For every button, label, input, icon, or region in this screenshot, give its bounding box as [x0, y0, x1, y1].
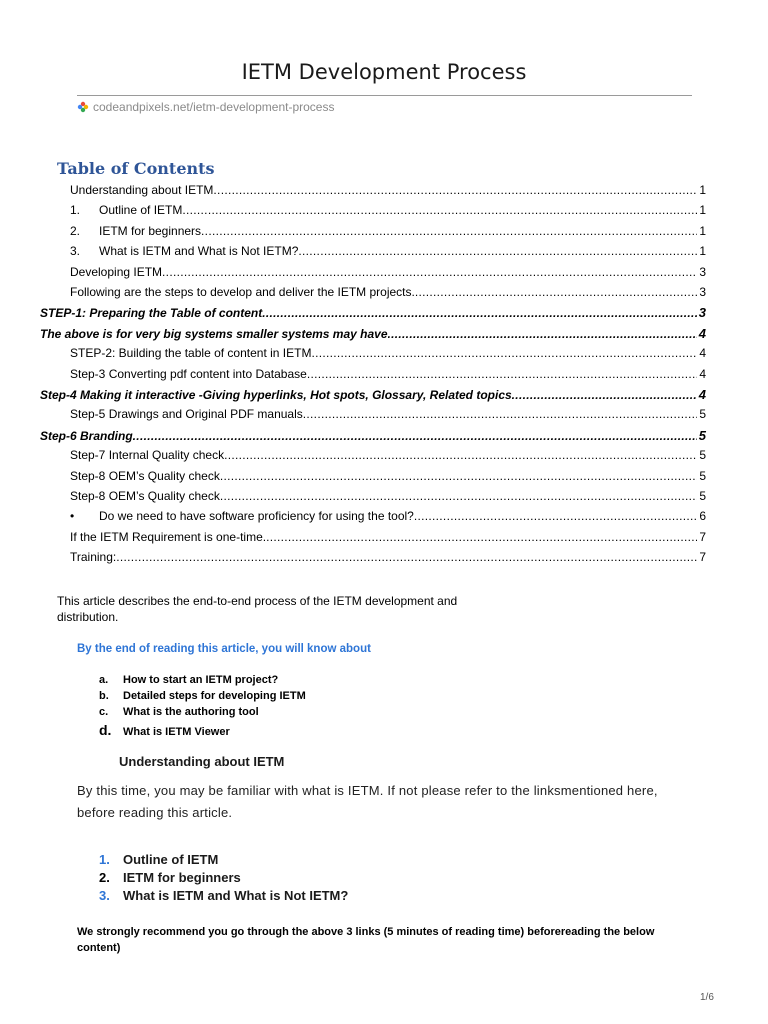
toc-entry-page: 1 [699, 223, 706, 238]
page-indicator: 1/6 [700, 992, 714, 1003]
toc-entry-page: 1 [699, 244, 706, 259]
toc-dot-leader [133, 429, 697, 443]
toc-entry[interactable] [70, 367, 706, 386]
source-link[interactable] [77, 100, 334, 114]
toc-entry[interactable] [70, 509, 706, 528]
toc-entry[interactable] [70, 224, 706, 243]
toc-entry[interactable] [70, 550, 706, 569]
recommendation-note: We strongly recommend you go through the above 3 links (5 minutes of reading time) beforereading the below content) [77, 926, 655, 954]
list-item: a. How to start an IETM project? [99, 674, 279, 686]
toc-entry-page: 5 [699, 407, 706, 422]
toc-entry-page: 3 [699, 264, 706, 279]
toc-entry-label[interactable]: Step-3 Converting pdf content into Database [70, 366, 307, 381]
know-about-heading: By the end of reading this article, you will know about [77, 643, 371, 655]
toc-dot-leader [262, 306, 697, 320]
toc-entry[interactable] [70, 407, 706, 426]
toc-entry-label[interactable]: Step-4 Making it interactive -Giving hyperlinks, Hot spots, Glossary, Related topics [40, 388, 512, 402]
title-divider [77, 95, 692, 96]
toc-entry-label[interactable]: If the IETM Requirement is one-time. [70, 529, 267, 544]
toc-dot-leader [414, 509, 697, 523]
toc-dot-leader [307, 367, 697, 381]
source-url[interactable]: codeandpixels.net/ietm-development-process [93, 100, 335, 114]
toc-entry[interactable] [70, 183, 706, 202]
toc-entry-label[interactable]: Step-6 Branding [40, 428, 133, 443]
site-logo-icon [77, 101, 89, 113]
toc-entry[interactable] [40, 387, 706, 406]
toc-dot-leader [266, 530, 697, 544]
toc-entry-page: 7 [699, 529, 706, 544]
toc-entry[interactable] [70, 285, 706, 304]
toc-entry-page: 4 [698, 387, 706, 402]
toc-entry-page: 5 [699, 448, 706, 463]
toc-entry[interactable] [70, 203, 706, 222]
toc-entry[interactable] [70, 265, 706, 284]
toc-dot-leader [303, 407, 698, 421]
toc-heading: Table of Contents [57, 159, 215, 178]
toc-entry-label[interactable]: Outline of IETM [99, 203, 183, 218]
toc-entry-label[interactable]: IETM for beginners [99, 223, 202, 238]
section-heading: Understanding about IETM [119, 754, 285, 769]
document-title: IETM Development Process [241, 60, 527, 84]
toc-dot-leader [298, 244, 697, 258]
know-about-list [99, 674, 306, 738]
toc-entry-number: 1. [70, 203, 81, 218]
toc-entry-number: • [70, 509, 75, 524]
toc-entry[interactable] [70, 530, 706, 549]
toc-entry[interactable] [70, 448, 706, 467]
reference-links-list [99, 852, 348, 906]
toc-entry-page: 1 [699, 183, 706, 197]
toc-entry-label[interactable]: STEP-2: Building the table of content in IETM [70, 346, 312, 361]
toc-entry-label[interactable]: Following are the steps to develop and deliver the IETM projects. [70, 285, 415, 299]
toc-entry-page: 3 [698, 305, 706, 321]
toc-dot-leader [311, 346, 697, 360]
toc-entry-label[interactable]: Step-8 OEM’s Quality check [70, 468, 220, 483]
intro-paragraph: This article describes the end-to-end process of the IETM development and distribution. [57, 594, 458, 624]
toc-dot-leader [201, 224, 697, 238]
reference-link[interactable]: 3. What is IETM and What is Not IETM? [99, 888, 349, 903]
toc-entry-label[interactable]: Developing IETM [70, 264, 163, 279]
toc-dot-leader [213, 183, 697, 197]
toc-entry-page: 5 [699, 468, 706, 483]
toc-entry-page: 4 [699, 366, 706, 381]
toc-entry-label[interactable]: Understanding about IETM [70, 183, 214, 197]
toc-entry-page: 3 [699, 285, 706, 299]
toc-entry[interactable] [70, 244, 706, 263]
toc-entry-label[interactable]: Step-8 OEM’s Quality check [70, 489, 220, 503]
toc-dot-leader [388, 327, 697, 341]
toc-dot-leader [224, 448, 697, 462]
toc-entry-page: 4 [699, 346, 706, 361]
toc-entry-page: 4 [698, 325, 706, 341]
list-item: b. Detailed steps for developing IETM [99, 690, 306, 702]
toc-entry-page: 7 [699, 550, 706, 565]
toc-dot-leader [512, 388, 697, 402]
toc-dot-leader [116, 550, 697, 564]
toc-entry-page: 1 [699, 203, 706, 218]
toc-entry-page: 6 [699, 509, 706, 524]
list-item: d. What is IETM Viewer [99, 722, 230, 738]
toc-entry[interactable] [40, 428, 706, 447]
toc-entry-page: 5 [698, 427, 706, 443]
toc-entry-label[interactable]: What is IETM and What is Not IETM? [99, 244, 299, 259]
section-paragraph: By this time, you may be familiar with what is IETM. If not please refer to the linksmentioned here, before reading this article. [77, 783, 658, 820]
reference-link[interactable]: 2. IETM for beginners [99, 870, 241, 885]
toc-dot-leader [220, 469, 697, 483]
toc-entry[interactable] [40, 326, 706, 345]
toc-entry-label[interactable]: Step-7 Internal Quality check [70, 448, 225, 463]
toc-entry[interactable] [70, 346, 706, 365]
toc-entry-label[interactable]: Do we need to have software proficiency for using the tool? [99, 509, 414, 524]
toc-entry[interactable] [70, 489, 706, 508]
toc-entry-label[interactable]: Step-5 Drawings and Original PDF manuals [70, 407, 303, 422]
toc-dot-leader [220, 489, 697, 503]
list-item: c. What is the authoring tool [99, 706, 259, 718]
toc-entry[interactable] [40, 305, 706, 324]
toc-entry-number: 2. [70, 223, 81, 238]
toc-entry-label[interactable]: Training: [70, 550, 117, 565]
reference-link[interactable]: 1. Outline of IETM [99, 852, 219, 867]
toc-entry[interactable] [70, 469, 706, 488]
toc-entry-label[interactable]: The above is for very big systems smaller systems may have [40, 326, 388, 341]
toc-entry-label[interactable]: STEP-1: Preparing the Table of content [40, 306, 263, 321]
toc-entry-number: 3. [70, 244, 81, 259]
toc-dot-leader [182, 203, 697, 217]
toc-entry-page: 5 [699, 489, 706, 503]
toc-dot-leader [162, 265, 697, 279]
toc-dot-leader [415, 285, 697, 299]
